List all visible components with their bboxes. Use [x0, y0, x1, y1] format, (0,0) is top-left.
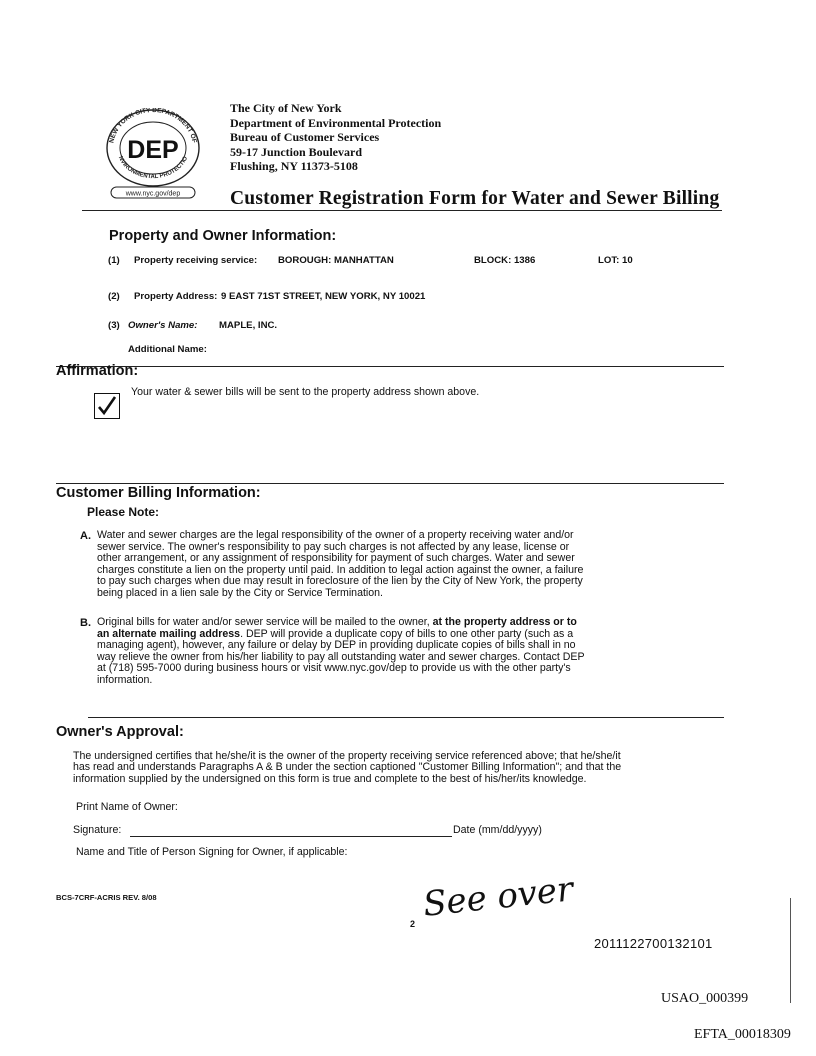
checkmark-icon: [95, 394, 119, 418]
certification-line: information supplied by the undersigned on this form is true and complete to the best of his/her/its knowledge.: [73, 772, 587, 785]
approval-divider: [88, 717, 724, 718]
property-section-heading: Property and Owner Information:: [109, 228, 337, 244]
form-title: Customer Registration Form for Water and Sewer Billing: [230, 188, 720, 209]
please-note-heading: Please Note:: [87, 505, 160, 519]
svg-text:NEW YORK CITY DEPARTMENT OF: NEW YORK CITY DEPARTMENT OF: [108, 108, 198, 144]
edge-mark: [790, 898, 791, 1003]
agency-line: The City of New York: [230, 101, 342, 115]
billing-divider: [56, 483, 724, 484]
paragraph-b-emphasis: an alternate mailing address: [97, 627, 241, 640]
agency-address-block: [230, 101, 441, 174]
agency-line: Bureau of Customer Services: [230, 130, 380, 144]
owners-approval-heading: Owner's Approval:: [56, 724, 184, 740]
agency-line: Department of Environmental Protection: [230, 115, 442, 130]
row1-number: (1): [108, 255, 120, 266]
owners-name-value: MAPLE, INC.: [219, 320, 278, 331]
handwriting-text: See over: [421, 869, 576, 925]
certification-line: has read and understands Paragraphs A & B under the section captioned "Customer Billing Information"; and that the: [73, 761, 622, 774]
agency-line: 59-17 Junction Boulevard: [230, 144, 363, 159]
paragraph-a-line: to pay such charges when due may result in foreclosure of the lien by the City of New York, the property: [97, 575, 583, 588]
paragraph-a-line: other arrangement, or any assignment of responsibility for payment of such charges. Water and sewer: [97, 552, 575, 565]
page-number: 2: [410, 919, 416, 929]
affirmation-heading: Affirmation:: [56, 363, 139, 379]
document-number: 2011122700132101: [594, 936, 713, 951]
svg-text:www.nyc.gov/dep: www.nyc.gov/dep: [125, 190, 181, 198]
row2-number: (2): [108, 291, 120, 302]
signer-title-label: Name and Title of Person Signing for Owner, if applicable:: [76, 846, 348, 858]
paragraph-b-letter: B.: [80, 617, 91, 629]
paragraph-b-line: information.: [97, 673, 153, 686]
affirmation-text: Your water & sewer bills will be sent to the property address shown above.: [131, 386, 480, 398]
owners-name-label: Owner's Name:: [128, 320, 198, 331]
paragraph-b-line: managing agent), however, any failure or delay by DEP in providing duplicate copies of bills shall in no: [97, 639, 576, 652]
property-address-value: 9 EAST 71ST STREET, NEW YORK, NY 10021: [221, 291, 426, 302]
row3-number: (3): [108, 320, 120, 331]
paragraph-a-line: Water and sewer charges are the legal responsibility of the owner of a property receiving water and/or: [97, 529, 574, 541]
svg-text:ENVIRONMENTAL PROTECTION: NVIRONMENTAL PROTECTIO: [116, 155, 190, 181]
paragraph-a-line: charges constitute a lien on the property until paid. In addition to legal action against the owner, a failure: [97, 563, 584, 576]
paragraph-b-line: at (718) 595-7000 during business hours or visit www.nyc.gov/dep to provide us with the other party's: [97, 662, 571, 675]
additional-name-label: Additional Name:: [128, 344, 207, 355]
paragraph-b-text: . DEP will provide a duplicate copy of bills to one other party (such as a: [240, 627, 574, 640]
handwritten-annotation: [420, 868, 620, 933]
title-divider: [82, 210, 722, 211]
certification-line: The undersigned certifies that he/she/it is the owner of the property receiving service referenced above; that he/she/it: [73, 750, 621, 762]
svg-text:DEP: DEP: [127, 136, 179, 164]
paragraph-b-text: Original bills for water and/or sewer service will be mailed to the owner,: [97, 616, 433, 628]
billing-section-heading: Customer Billing Information:: [56, 485, 261, 501]
paragraph-a-line: sewer service. The owner's responsibility to pay such charges is not affected by any lease, license or: [97, 540, 570, 553]
paragraph-b: [97, 617, 717, 687]
property-address-label: Property Address:: [134, 291, 218, 302]
block-field: BLOCK: 1386: [474, 255, 536, 266]
dep-seal-logo: [99, 108, 207, 200]
paragraph-b-line: way relieve the owner from his/her liability to pay all outstanding water and sewer charges. Contact DEP: [97, 650, 585, 663]
date-label: Date (mm/dd/yyyy): [453, 824, 542, 836]
certification-text: [73, 751, 723, 785]
affirmation-divider: [56, 366, 724, 367]
paragraph-a-letter: A.: [80, 530, 91, 542]
usao-bates-stamp: USAO_000399: [661, 991, 749, 1006]
paragraph-a-line: being placed in a lien sale by the City or Service Termination.: [97, 586, 383, 599]
print-name-label: Print Name of Owner:: [76, 801, 178, 813]
efta-bates-stamp: EFTA_00018309: [694, 1027, 791, 1042]
paragraph-a: [97, 530, 717, 600]
form-code: BCS-7CRF-ACRIS REV. 8/08: [56, 893, 157, 902]
lot-field: LOT: 10: [598, 255, 633, 266]
affirmation-checkbox[interactable]: [94, 393, 120, 419]
borough-field: BOROUGH: MANHATTAN: [278, 255, 394, 266]
agency-line: Flushing, NY 11373-5108: [230, 159, 358, 173]
signature-label: Signature:: [73, 824, 122, 836]
property-receiving-service-label: Property receiving service:: [134, 255, 258, 266]
signature-line[interactable]: [130, 836, 452, 837]
paragraph-b-emphasis: at the property address or to: [432, 616, 577, 628]
